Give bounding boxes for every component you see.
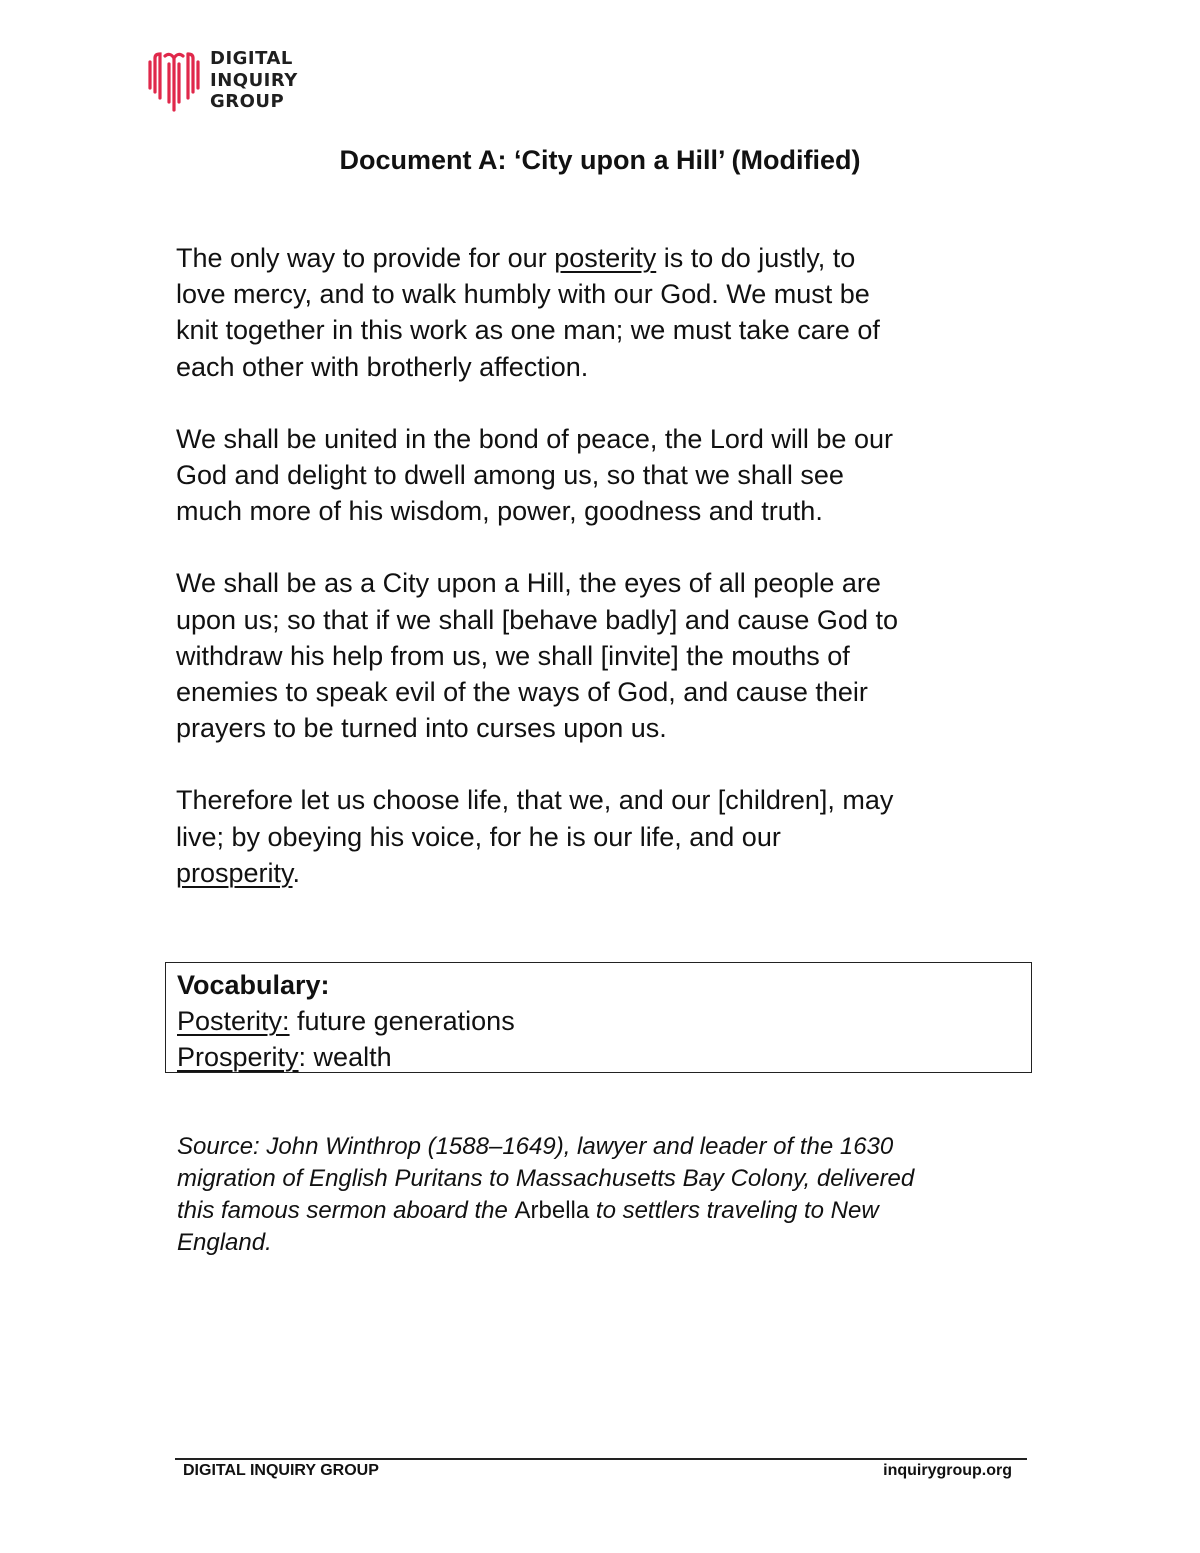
vocabulary-entry <box>177 1003 1021 1039</box>
text-line: We shall be united in the bond of peace, the Lord will be our <box>176 423 893 454</box>
vocabulary-term: Posterity: <box>177 1006 290 1036</box>
document-body <box>176 240 1036 927</box>
logo-line: INQUIRY <box>210 69 298 91</box>
page-title: Document A: ‘City upon a Hill’ (Modified) <box>339 145 861 175</box>
text-run: . <box>292 857 301 888</box>
vocabulary-definition: future generations <box>289 1006 515 1036</box>
text-line <box>177 1195 1047 1227</box>
text-line <box>176 855 1036 891</box>
text-run: is to do justly, to <box>656 243 856 273</box>
text-line: prayers to be turned into curses upon us. <box>176 713 667 744</box>
text-line: knit together in this work as one man; we must take care of <box>176 315 880 346</box>
paragraph <box>176 565 1036 746</box>
text-line: live; by obeying his voice, for he is our life, and our <box>176 821 781 852</box>
text-line: Source: John Winthrop (1588–1649), lawyer and leader of the 1630 <box>177 1133 894 1160</box>
footer-organization: DIGITAL INQUIRY GROUP <box>183 1462 379 1479</box>
text-line: enemies to speak evil of the ways of God, and cause their <box>176 677 868 708</box>
source-citation <box>177 1131 1047 1259</box>
text-line: Therefore let us choose life, that we, and our [children], may <box>176 785 894 816</box>
text-line: each other with brotherly affection. <box>176 351 589 382</box>
text-line: love mercy, and to walk humbly with our God. We must be <box>176 279 870 310</box>
text-line: withdraw his help from us, we shall [invite] the mouths of <box>176 640 850 671</box>
logo-line: GROUP <box>210 91 285 112</box>
paragraph <box>176 782 1036 891</box>
text-run: The only way to provide for our <box>176 243 555 273</box>
text-line: much more of his wisdom, power, goodness and truth. <box>176 496 823 527</box>
text-line: We shall be as a City upon a Hill, the eyes of all people are <box>176 568 881 599</box>
paragraph <box>176 240 1036 385</box>
text-line <box>176 240 1036 276</box>
vocabulary-term: Prosperity <box>177 1042 299 1072</box>
paragraph <box>176 421 1036 530</box>
text-run: to settlers traveling to New <box>589 1197 879 1224</box>
vocab-term-posterity: posterity <box>554 243 657 273</box>
text-line: migration of English Puritans to Massachusetts Bay Colony, delivered <box>177 1165 915 1192</box>
vocabulary-entry <box>177 1039 1021 1075</box>
vocabulary-definition: : wealth <box>298 1042 392 1072</box>
vocabulary-box <box>165 962 1032 1073</box>
text-run: this famous sermon aboard the <box>177 1197 515 1224</box>
footer-divider <box>175 1458 1027 1460</box>
footer-website-link[interactable]: inquirygroup.org <box>883 1462 1012 1479</box>
text-line: upon us; so that if we shall [behave badly] and cause God to <box>176 604 898 635</box>
ship-name: Arbella <box>514 1197 590 1224</box>
vocabulary-title: Vocabulary: <box>177 970 330 1000</box>
dig-logo-icon <box>146 48 202 112</box>
text-line: God and delight to dwell among us, so that we shall see <box>176 460 844 491</box>
vocab-term-prosperity: prosperity <box>176 857 293 888</box>
logo-line: DIGITAL <box>210 48 293 69</box>
text-line: England. <box>177 1229 272 1256</box>
logo-wordmark <box>210 48 360 113</box>
